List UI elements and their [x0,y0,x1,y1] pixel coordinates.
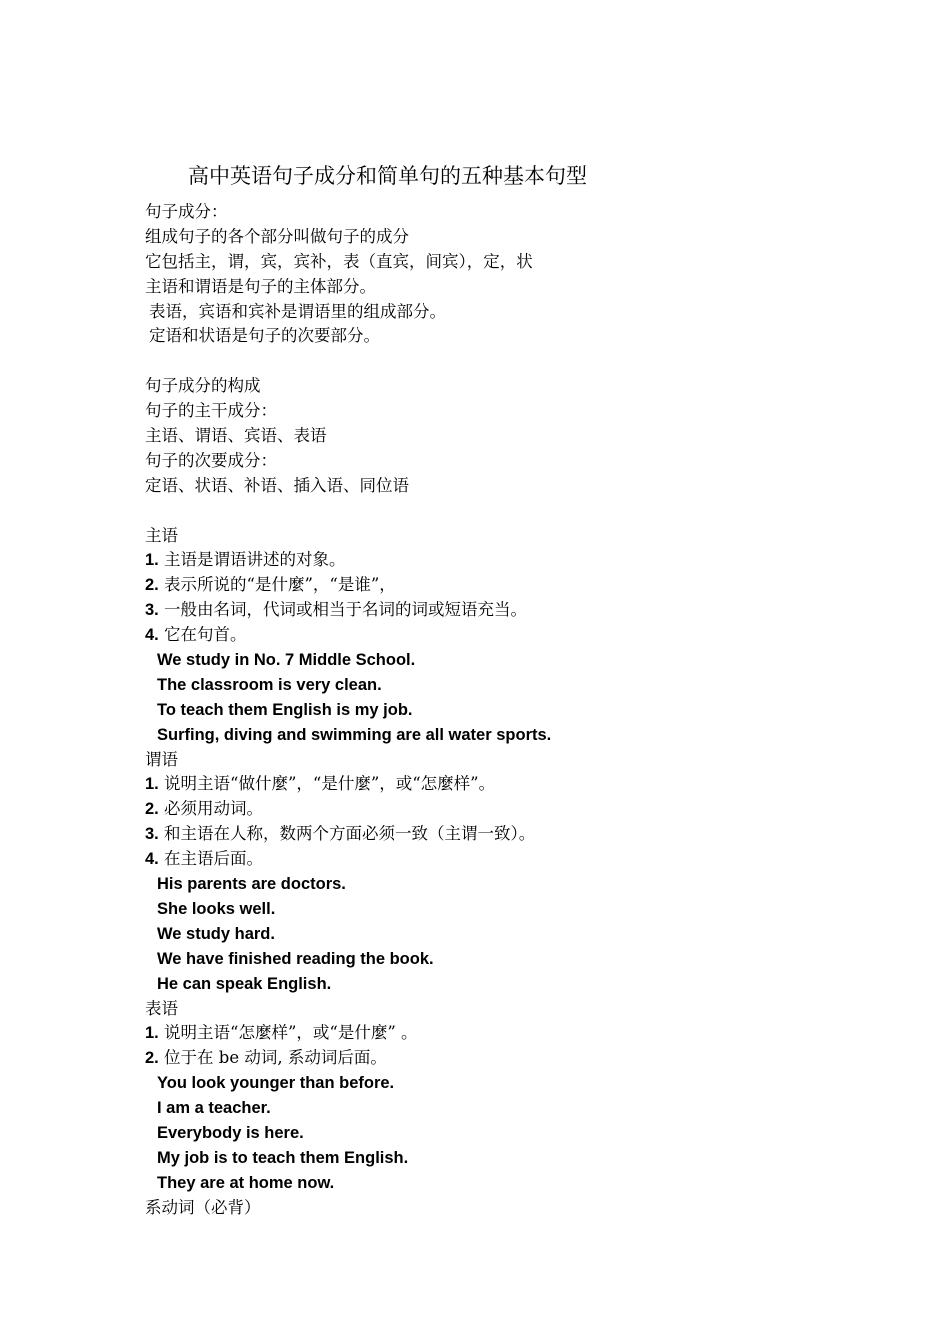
point-number: 2. [145,1049,159,1068]
point-text: 位于在 be 动词, 系动词后面。 [158,1048,387,1068]
predicative-example: They are at home now. [157,1173,335,1192]
point-text: 主语是谓语讲述的对象。 [158,550,346,570]
predicate-point [145,822,845,847]
point-number: 4. [145,850,159,869]
blank-line [145,499,845,524]
subject-point [145,573,845,598]
point-text: 必须用动词。 [158,799,264,819]
subject-point [145,598,845,623]
predicate-point [145,772,845,797]
point-text: 在主语后面。 [158,849,264,869]
intro-line: 组成句子的各个部分叫做句子的成分 [145,226,409,246]
document-title: 高中英语句子成分和简单句的五种基本句型 [188,164,587,188]
point-number: 1. [145,1024,159,1043]
predicate-example: We have finished reading the book. [157,949,434,968]
predicate-heading: 谓语 [145,749,178,769]
predicative-example: I am a teacher. [157,1099,271,1118]
minor-components-list: 定语、状语、补语、插入语、同位语 [145,475,409,495]
predicative-example: You look younger than before. [157,1074,395,1093]
intro-heading: 句子成分： [145,202,228,221]
predicate-point [145,797,845,822]
point-number: 3. [145,825,159,844]
point-text: 一般由名词，代词或相当于名词的词或短语充当。 [158,600,528,620]
point-text: 说明主语“怎麼样”，或“是什麼” 。 [158,1023,418,1043]
subject-point [145,548,845,573]
subject-example: Surfing, diving and swimming are all water sports. [157,725,552,744]
minor-components-label: 句子的次要成分： [145,450,277,470]
intro-line: 它包括主，谓，宾，宾补，表（直宾，间宾），定，状 [145,251,533,271]
point-text: 说明主语“做什麼”，“是什麼”，或“怎麼样”。 [158,774,496,794]
point-number: 3. [145,601,159,620]
point-number: 2. [145,800,159,819]
main-components-list: 主语、谓语、宾语、表语 [145,426,327,446]
main-components-label: 句子的主干成分： [145,401,277,421]
composition-heading: 句子成分的构成 [145,376,261,396]
predicate-example: She looks well. [157,899,276,918]
linking-verbs-heading: 系动词（必背） [145,1197,261,1217]
point-number: 2. [145,576,159,595]
point-text: 表示所说的“是什麼”，“是谁”， [158,575,396,595]
predicative-heading: 表语 [145,998,178,1018]
predicative-point [145,1021,845,1046]
intro-line: 主语和谓语是句子的主体部分。 [145,276,376,296]
predicate-example: He can speak English. [157,974,332,993]
document-body [145,200,845,1221]
point-number: 1. [145,775,159,794]
point-text: 和主语在人称，数两个方面必须一致（主谓一致）。 [158,824,536,844]
subject-example: To teach them English is my job. [157,700,413,719]
subject-point [145,623,845,648]
subject-example: We study in No. 7 Middle School. [157,651,416,670]
subject-heading: 主语 [145,525,178,545]
blank-line [145,349,845,374]
point-number: 1. [145,551,159,570]
predicative-example: Everybody is here. [157,1123,304,1142]
intro-line: 定语和状语是句子的次要部分。 [149,326,380,346]
predicative-point [145,1046,845,1071]
predicate-example: We study hard. [157,924,275,943]
point-number: 4. [145,626,159,645]
intro-line: 表语，宾语和宾补是谓语里的组成部分。 [149,301,446,321]
predicative-example: My job is to teach them English. [157,1148,409,1167]
predicate-example: His parents are doctors. [157,875,346,894]
subject-example: The classroom is very clean. [157,675,382,694]
predicate-point [145,847,845,872]
point-text: 它在句首。 [158,625,247,645]
